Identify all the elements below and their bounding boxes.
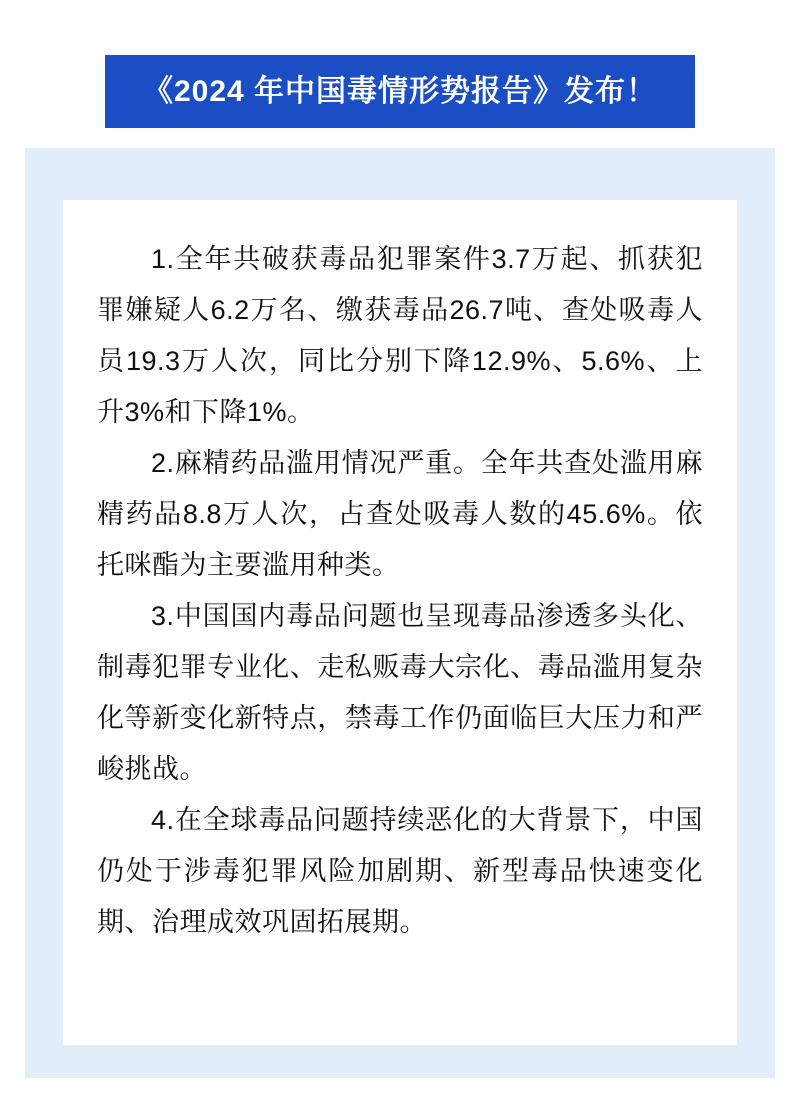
paragraph-4: 4.在全球毒品问题持续恶化的大背景下，中国仍处于涉毒犯罪风险加剧期、新型毒品快速变化期、治理成效巩固拓展期。 (97, 805, 703, 937)
report-body (97, 234, 703, 948)
title-banner (105, 55, 695, 128)
paragraph-2: 2.麻精药品滥用情况严重。全年共查处滥用麻精药品8.8万人次，占查处吸毒人数的45.6%。依托咪酯为主要滥用种类。 (97, 448, 703, 580)
paragraph-1: 1.全年共破获毒品犯罪案件3.7万起、抓获犯罪嫌疑人6.2万名、缴获毒品26.7吨、查处吸毒人员19.3万人次，同比分别下降12.9%、5.6%、上升3%和下降1%。 (97, 244, 703, 427)
paragraph-3: 3.中国国内毒品问题也呈现毒品渗透多头化、制毒犯罪专业化、走私贩毒大宗化、毒品滥用复杂化等新变化新特点，禁毒工作仍面临巨大压力和严峻挑战。 (97, 601, 703, 784)
page-title: 《2024 年中国毒情形势报告》发布！ (142, 74, 658, 108)
content-card (63, 200, 737, 1045)
